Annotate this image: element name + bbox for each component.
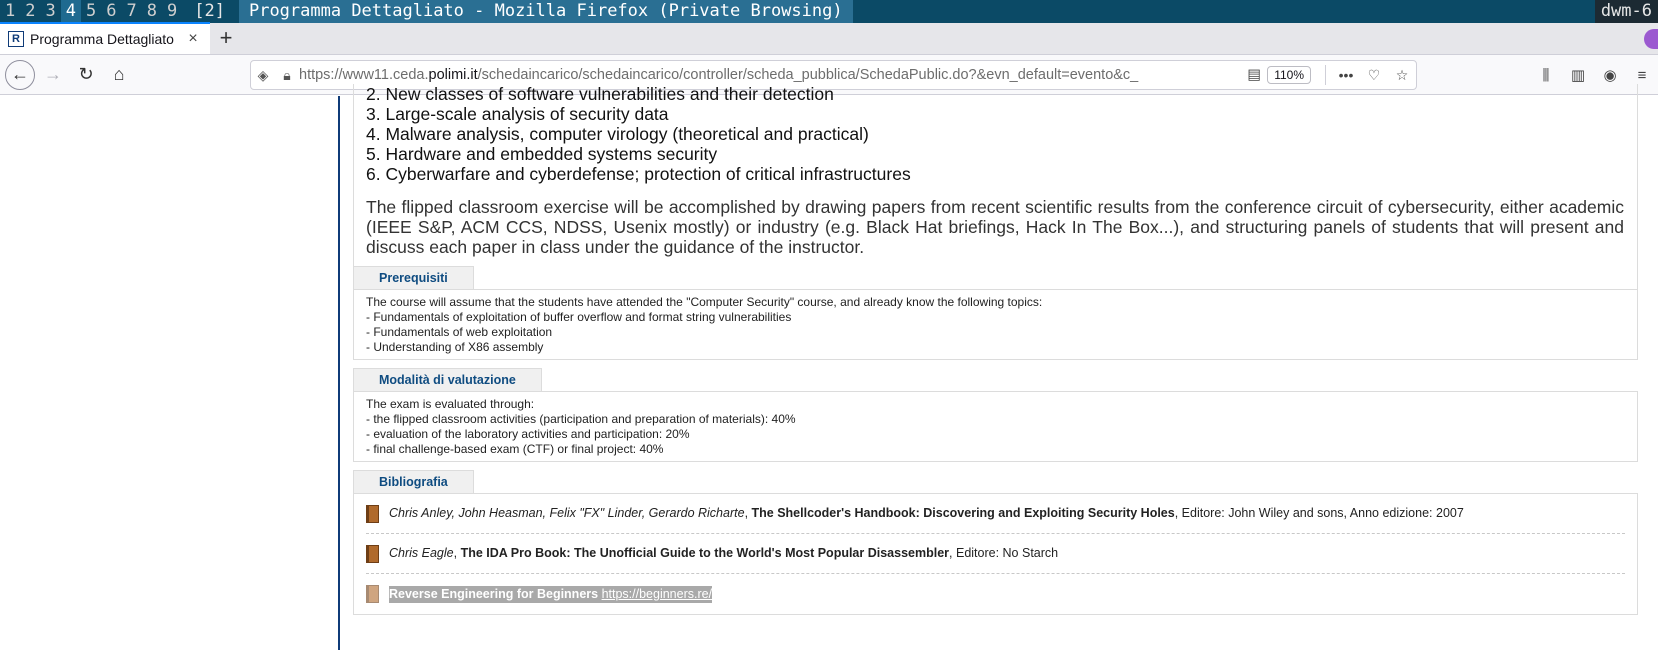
valutazione-line: The exam is evaluated through: bbox=[366, 397, 535, 411]
home-icon: ⌂ bbox=[113, 64, 125, 84]
authors-separator: , bbox=[744, 506, 752, 520]
workspace-5[interactable]: 5 bbox=[86, 1, 97, 21]
bibliography-item bbox=[366, 494, 1625, 534]
prerequisiti-body bbox=[353, 289, 1638, 360]
workspace-8[interactable]: 8 bbox=[146, 1, 157, 21]
library-icon[interactable]: ⫼ bbox=[1542, 66, 1550, 84]
workspace-9[interactable]: 9 bbox=[167, 1, 178, 21]
bibliografia-body bbox=[353, 493, 1638, 615]
valutazione-section bbox=[353, 368, 1638, 462]
workspace-list bbox=[0, 0, 182, 23]
new-tab-button[interactable]: + bbox=[219, 25, 233, 50]
back-button[interactable] bbox=[5, 60, 35, 90]
lock-icon[interactable]: 🔒︎ bbox=[283, 66, 291, 83]
window-title: Programma Dettagliato - Mozilla Firefox (Private Browsing) bbox=[239, 0, 853, 23]
url-domain: polimi.it bbox=[428, 67, 478, 83]
topic-item: 3. Large-scale analysis of security data bbox=[366, 104, 669, 124]
book-icon bbox=[366, 585, 379, 603]
account-icon[interactable]: ◉ bbox=[1603, 67, 1617, 84]
close-tab-icon[interactable]: × bbox=[188, 30, 198, 47]
url-path: /schedaincarico/schedaincarico/controller/scheda_pubblica/SchedaPublic.do?&evn_default=evento&c_ bbox=[477, 67, 1139, 83]
book-icon bbox=[366, 545, 379, 563]
topic-list bbox=[366, 84, 1625, 184]
home-button[interactable] bbox=[104, 60, 134, 90]
book-title: The Shellcoder's Handbook: Discovering and Exploiting Security Holes bbox=[751, 506, 1175, 520]
bibliografia-section bbox=[353, 470, 1638, 615]
bibliografia-heading: Bibliografia bbox=[353, 470, 474, 493]
topic-item: 5. Hardware and embedded systems security bbox=[366, 144, 718, 164]
window-count: [2] bbox=[194, 1, 225, 21]
valutazione-heading: Modalità di valutazione bbox=[353, 368, 542, 391]
sidebar-icon[interactable]: ▥ bbox=[1570, 67, 1586, 84]
book-publisher: , Editore: John Wiley and sons, Anno edizione: 2007 bbox=[1174, 506, 1464, 520]
book-link[interactable]: https://beginners.re/ bbox=[601, 586, 713, 601]
valutazione-line: - final challenge-based exam (CTF) or final project: 40% bbox=[366, 442, 664, 456]
flipped-classroom-text: The flipped classroom exercise will be accomplished by drawing papers from recent scientific results from the conference circuit of cybersecurity, either academic (IEEE S&P, ACM CCS, NDSS, Usenix mostly) or industry (e.g. Black Hat briefings, Hack In The Box...), and structuring panels of students that will present and discuss each paper in class under the guidance of the instructor. bbox=[366, 197, 1624, 257]
authors-separator: , bbox=[453, 546, 461, 560]
zoom-level-button[interactable]: 110% bbox=[1267, 66, 1311, 84]
url-prefix: https://www11.ceda. bbox=[299, 67, 429, 83]
book-icon bbox=[366, 505, 379, 523]
workspace-3[interactable]: 3 bbox=[45, 1, 56, 21]
bibliography-item bbox=[366, 574, 1625, 614]
valutazione-line: - the flipped classroom activities (participation and preparation of materials): 40% bbox=[366, 412, 796, 426]
valutazione-line: - evaluation of the laboratory activities and participation: 20% bbox=[366, 427, 690, 441]
prerequisiti-line: The course will assume that the students have attended the "Computer Security" course, and already know the following topics: bbox=[366, 295, 1043, 309]
bibliography-item bbox=[366, 534, 1625, 574]
workspace-2[interactable]: 2 bbox=[25, 1, 36, 21]
wm-status: dwm-6 bbox=[1595, 0, 1658, 23]
tab-strip bbox=[0, 23, 1658, 55]
urlbar-separator bbox=[1325, 65, 1326, 85]
book-authors: Chris Eagle bbox=[389, 546, 454, 560]
window-manager-bar bbox=[0, 0, 1658, 23]
forward-button[interactable] bbox=[38, 60, 68, 90]
reader-view-icon[interactable]: ▤ bbox=[1247, 67, 1262, 83]
reload-icon: ↻ bbox=[78, 64, 94, 84]
book-publisher: , Editore: No Starch bbox=[949, 546, 1059, 560]
topic-item: 6. Cyberwarfare and cyberdefense; protection of critical infrastructures bbox=[366, 164, 911, 184]
bookmark-star-icon[interactable]: ☆ bbox=[1395, 66, 1409, 83]
prerequisiti-line: - Fundamentals of exploitation of buffer overflow and format string vulnerabilities bbox=[366, 310, 792, 324]
left-frame bbox=[0, 96, 340, 650]
site-favicon-icon: R bbox=[8, 31, 24, 47]
bibliography-text bbox=[389, 546, 1058, 561]
prerequisiti-heading: Prerequisiti bbox=[353, 266, 474, 289]
page-actions-icon[interactable]: ••• bbox=[1338, 67, 1354, 83]
topic-item: 2. New classes of software vulnerabilities and their detection bbox=[366, 84, 834, 104]
tab-title: Programma Dettagliato bbox=[30, 31, 174, 47]
prerequisiti-line: - Understanding of X86 assembly bbox=[366, 340, 544, 354]
topic-item: 4. Malware analysis, computer virology (theoretical and practical) bbox=[366, 124, 869, 144]
book-title: Reverse Engineering for Beginners bbox=[389, 586, 599, 601]
private-browsing-icon bbox=[1644, 29, 1658, 49]
tab-programma-dettagliato[interactable] bbox=[0, 22, 210, 54]
bibliography-text bbox=[389, 506, 1464, 521]
prerequisiti-section bbox=[353, 266, 1638, 360]
workspace-6[interactable]: 6 bbox=[106, 1, 117, 21]
reload-button[interactable] bbox=[71, 60, 101, 90]
valutazione-body bbox=[353, 391, 1638, 462]
book-authors: Chris Anley, John Heasman, Felix "FX" Linder, Gerardo Richarte bbox=[389, 506, 745, 520]
book-title: The IDA Pro Book: The Unofficial Guide to the World's Most Popular Disassembler bbox=[460, 546, 950, 560]
arrow-right-icon: → bbox=[44, 64, 62, 84]
arrow-left-icon: ← bbox=[11, 64, 29, 84]
workspace-1[interactable]: 1 bbox=[5, 1, 16, 21]
workspace-4[interactable]: 4 bbox=[61, 0, 81, 23]
prerequisiti-line: - Fundamentals of web exploitation bbox=[366, 325, 553, 339]
workspace-7[interactable]: 7 bbox=[126, 1, 137, 21]
pocket-icon[interactable]: ♡ bbox=[1367, 66, 1381, 83]
page-viewport bbox=[0, 84, 1658, 650]
menu-icon[interactable]: ≡ bbox=[1637, 66, 1647, 84]
tracking-protection-icon[interactable]: ◈ bbox=[257, 66, 269, 83]
selected-text bbox=[389, 586, 712, 603]
url-text[interactable] bbox=[299, 67, 1241, 83]
